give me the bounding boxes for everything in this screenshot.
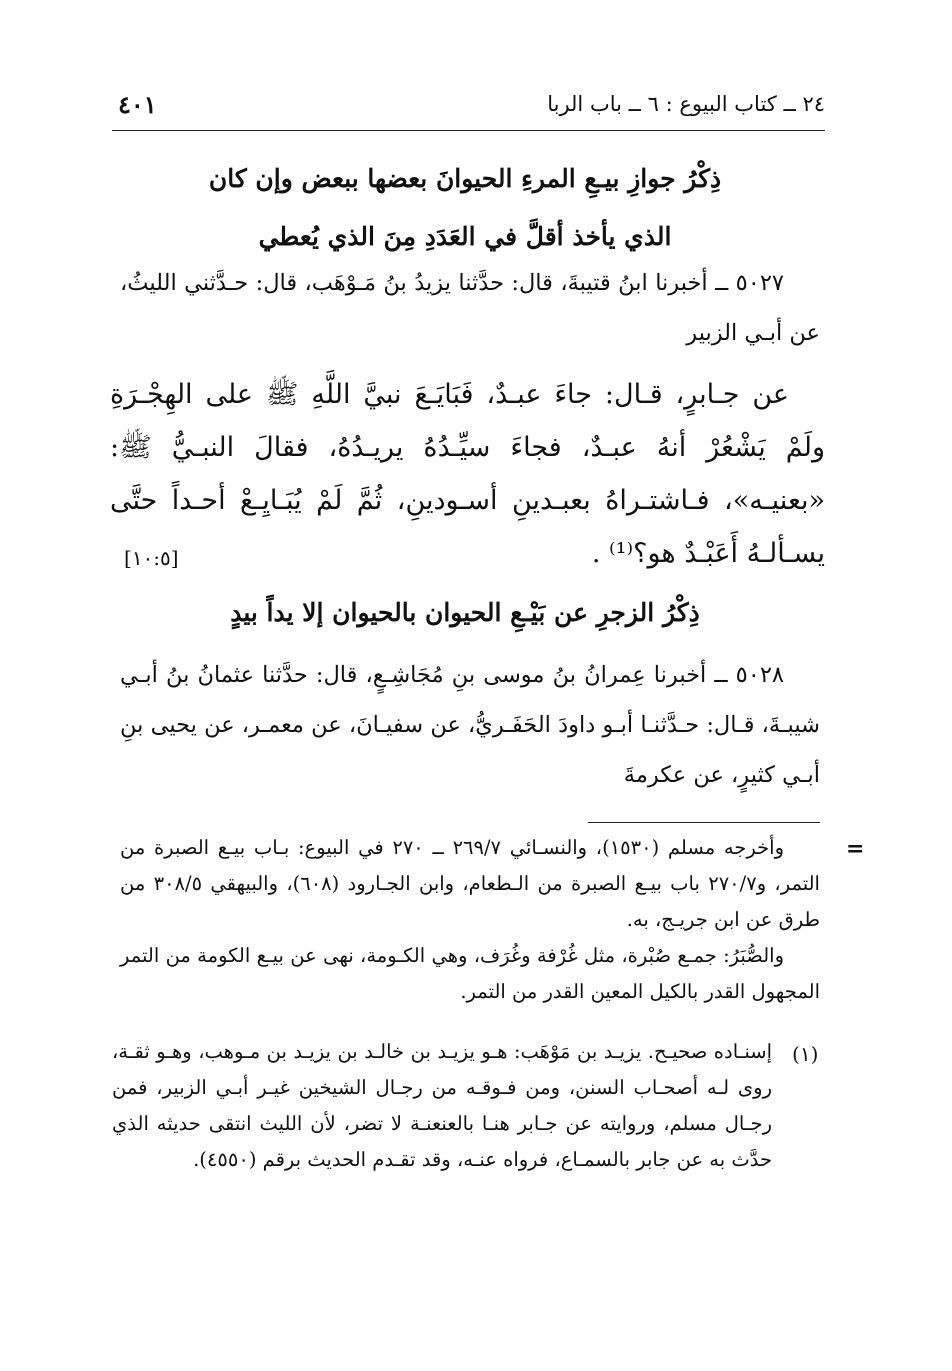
footnote-1-text: إسنـاده صحيـح. يزيـد بن مَوْهَب: هـو يزيـد بن خالـد بن يزيـد بن مـوهب، وهـو ثقـة، روى لـه أصحـاب السنن، ومن فـوقـه من رجـال الشيخين غيـر أبـي الزبير، فمن رجـال مسلم، وروايته عن جـابر هنـا بالعنعنـة لا تضر، لأن الليث انتقى حديثه الذي حدَّث به عن جابر بالسمـاع، فرواه عنـه، وقد تقـدم الحديث برقم (٤٥٥٠). (112, 1040, 772, 1171)
section-heading-2 (140, 584, 790, 642)
hadith-reference: [١٠:٥] (124, 546, 179, 570)
footnote-1-number: (١) (792, 1042, 819, 1066)
page-number: ٤٠١ (118, 90, 157, 119)
section-heading-2-text: ذِكْرُ الزجرِ عن بَيْـعِ الحيوان بالحيوان إلا يداً بيدٍ (230, 598, 700, 627)
footnote-rule (588, 822, 820, 823)
hadith-5027-isnad (120, 258, 820, 358)
footnote-continued (120, 830, 820, 1010)
footnote-continued-paragraph-1: وأخرجه مسلم (١٥٣٠)، والنسـائي ٢٦٩/٧ ــ ٢٧٠ في البيوع: بـاب بيـع الصبرة من التمر، و٢٧٠/٧ باب بيـع الصبرة من الـطعام، وابن الجـارود (٦٠٨)، والبيهقي ٣٠٨/٥ من طرق عن ابن جريـج، به. (120, 836, 820, 931)
hadith-5027-isnad-text: ٥٠٢٧ ــ أخبرنا ابنُ قتيبةَ، قال: حدَّثنا يزيدُ بنُ مَـوْهَب، قال: حـدَّثني الليثُ، عن أبـي الزبير (120, 270, 820, 346)
hadith-5028-isnad-text: ٥٠٢٨ ــ أخبرنا عِمرانُ بنُ موسى بنِ مُجَاشِـعٍ، قال: حدَّثنا عثمانُ بنُ أبـي شيبـةَ، قـال: حـدَّثنـا أبـو داودَ الحَفَـريُّ، عن سفيـانَ، عن معمـر، عن يحيى بنِ أبـي كثيرٍ، عن عكرمةَ (120, 662, 820, 788)
footnote-1 (112, 1034, 772, 1178)
hadith-5028-isnad (120, 650, 820, 800)
footnote-continuation-mark: = (846, 836, 865, 862)
hadith-5027-matn-text: عن جـابرٍ، قـال: جاءَ عبـدٌ، فَبَايَـعَ نبيَّ اللَّهِ ﷺ على الهِجْـرَةِ ولَمْ يَشْعُرْ أنهُ عبـدٌ، فجاءَ سيِّـدُهُ يريـدُهُ، فقالَ النبـيُّ ﷺ: «بعنيـه»، فـاشتـراهُ بعبـدينِ أسـودينِ، ثُمَّ لَمْ يُبَـايِـعْ أحـداً حتَّى يسـألـهُ أَعَبْـدٌ هو؟⁽¹⁾ . (110, 379, 825, 569)
footnote-continued-paragraph-2: والصُّبَرُ: جمـع صُبْرة، مثل غُرْفة وغُرَف، وهي الكـومة، نهى عن بيـع الكومة من التمر المجهول القدر بالكيل المعين القدر من التمر. (120, 944, 820, 1003)
section-heading-1-line-2: الذي يأخذ أقلَّ في العَدَدِ مِنَ الذي يُعطي (258, 222, 672, 251)
header-rule (112, 130, 825, 131)
hadith-5027-matn (110, 368, 825, 585)
section-heading-1 (140, 150, 790, 266)
running-title: ٢٤ ــ كتاب البيوع : ٦ ــ باب الربا (547, 92, 825, 116)
page-header (112, 92, 825, 128)
section-heading-1-line-1: ذِكْرُ جوازِ بيـعِ المرءِ الحيوانَ بعضها ببعض وإن كان (208, 164, 722, 193)
